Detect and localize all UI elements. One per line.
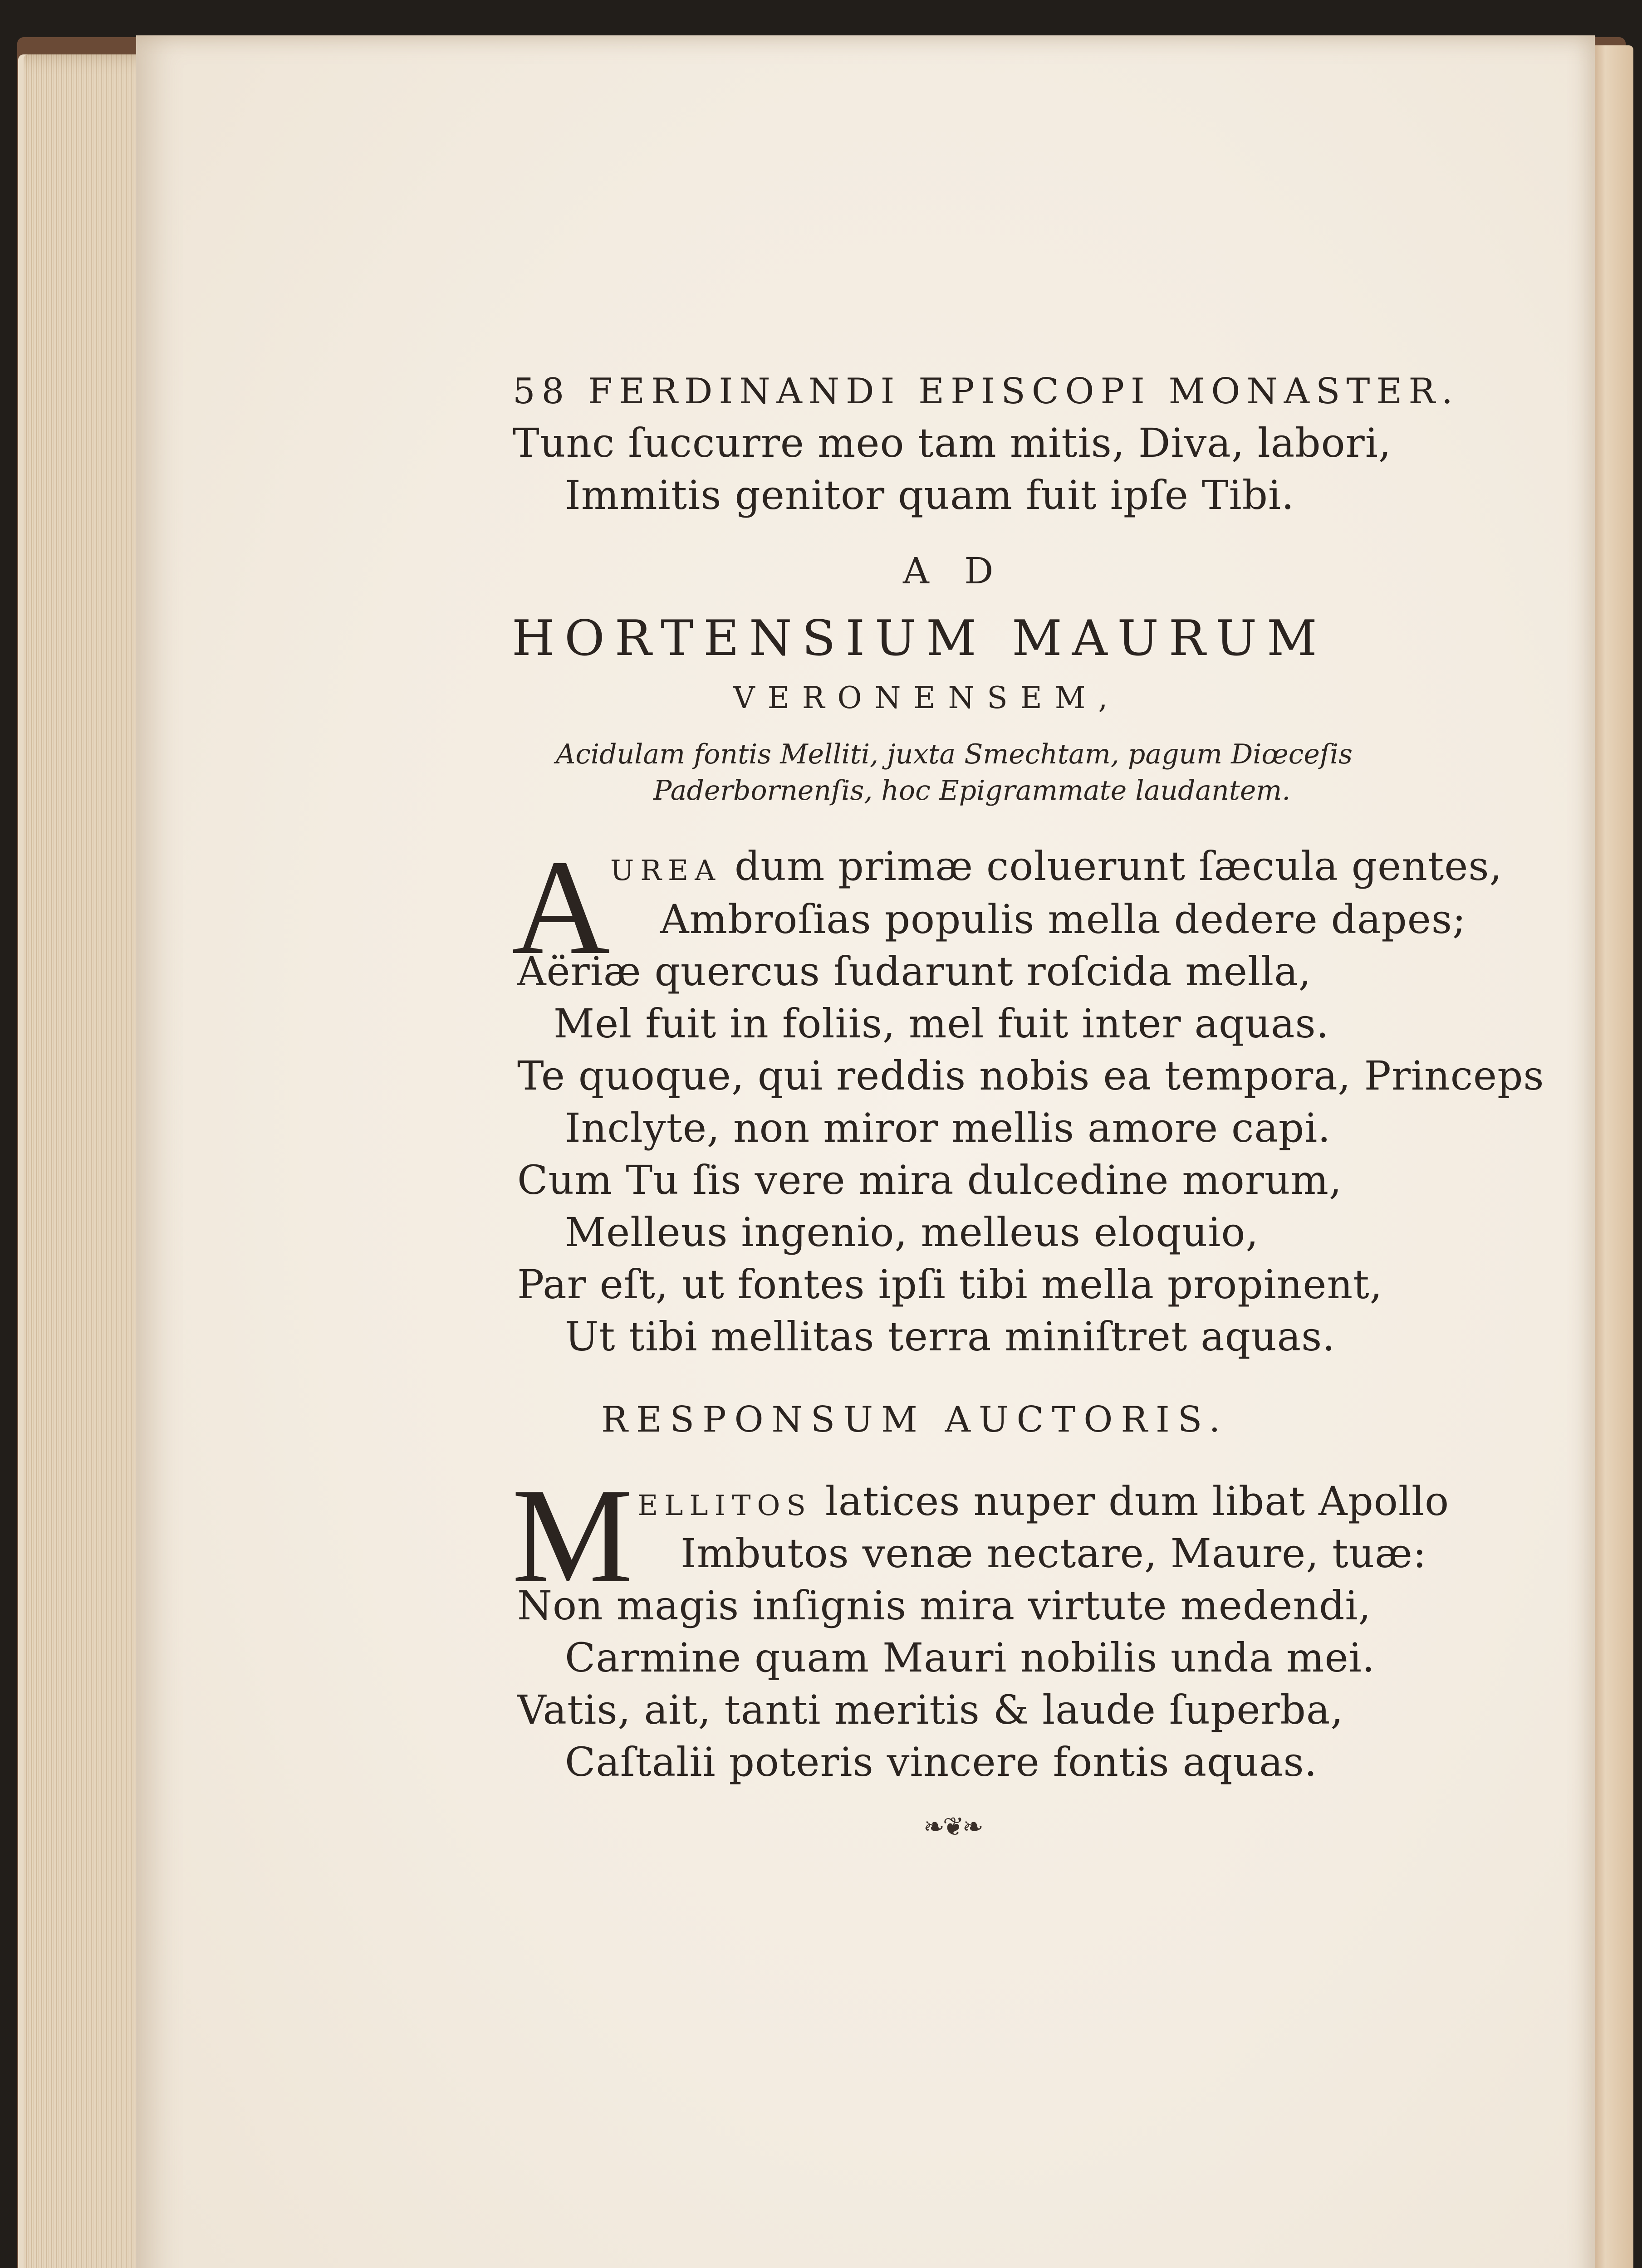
page-number: 58 — [513, 371, 571, 412]
poem1-line-2: Ambroſias populis mella dedere dapes; — [660, 896, 1466, 943]
poem1-line-4: Mel fuit in foliis, mel fuit inter aquas. — [554, 1000, 1329, 1047]
running-head-text: FERDINANDI EPISCOPI MONASTER. — [588, 371, 1459, 412]
opening-line-1: Tunc ſuccurre meo tam mitis, Diva, labori, — [513, 420, 1392, 466]
poem1-line-7: Cum Tu ſis vere mira dulcedine morum, — [517, 1157, 1342, 1203]
tailpiece-ornament: ❧❦❧ — [923, 1812, 982, 1842]
poem1-dropcap: A — [512, 832, 610, 982]
poem1-first-word: UREA — [610, 854, 721, 887]
poem2-line-2: Imbutos venæ nectare, Maure, tuæ: — [681, 1530, 1427, 1577]
poem1-line-6: Inclyte, non miror mellis amore capi. — [565, 1105, 1331, 1151]
poem2-title: RESPONSUM AUCTORIS. — [601, 1399, 1229, 1440]
poem2-line-6: Caſtalii poteris vincere fontis aquas. — [565, 1739, 1318, 1785]
poem1-line-8: Melleus ingenio, melleus eloquio, — [565, 1209, 1259, 1256]
poem2-line-4: Carmine quam Mauri nobilis unda mei. — [565, 1634, 1375, 1681]
poem1-argument-line-2: Paderbornenſis, hoc Epigrammate laudantem. — [653, 775, 1291, 807]
poem2-line-1 — [637, 1478, 1449, 1525]
poem1-argument-line-1: Acidulam fontis Melliti, juxta Smechtam, pagum Diœceſis — [556, 738, 1353, 770]
poem2-line-3: Non magis inſignis mira virtute medendi, — [517, 1582, 1372, 1629]
poem1-line-1-text: dum primæ coluerunt ſæcula gentes, — [734, 843, 1503, 890]
poem1-title-main: HORTENSIUM MAURUM — [512, 610, 1327, 667]
poem2-dropcap: M — [512, 1460, 633, 1611]
poem1-line-1 — [610, 843, 1502, 890]
poem1-title-sub: VERONENSEM, — [733, 680, 1121, 715]
poem2-line-1-text: latices nuper dum libat Apollo — [825, 1478, 1450, 1525]
facing-page-edge — [1590, 45, 1633, 2268]
poem1-line-3: Aëriæ quercus ſudarunt roſcida mella, — [517, 948, 1312, 995]
poem1-title-ad: A D — [903, 550, 1005, 592]
opening-line-2: Immitis genitor quam fuit ipſe Tibi. — [565, 472, 1295, 518]
poem1-line-5: Te quoque, qui reddis nobis ea tempora, Princeps — [517, 1052, 1544, 1099]
poem1-line-10: Ut tibi mellitas terra miniſtret aquas. — [565, 1313, 1336, 1360]
poem1-line-9: Par eſt, ut fontes ipſi tibi mella propinent, — [517, 1261, 1383, 1308]
poem2-line-5: Vatis, ait, tanti meritis & laude ſuperba, — [517, 1686, 1344, 1733]
poem2-first-word: ELLITOS — [637, 1489, 812, 1522]
running-head — [513, 371, 1459, 412]
page — [136, 35, 1595, 2268]
